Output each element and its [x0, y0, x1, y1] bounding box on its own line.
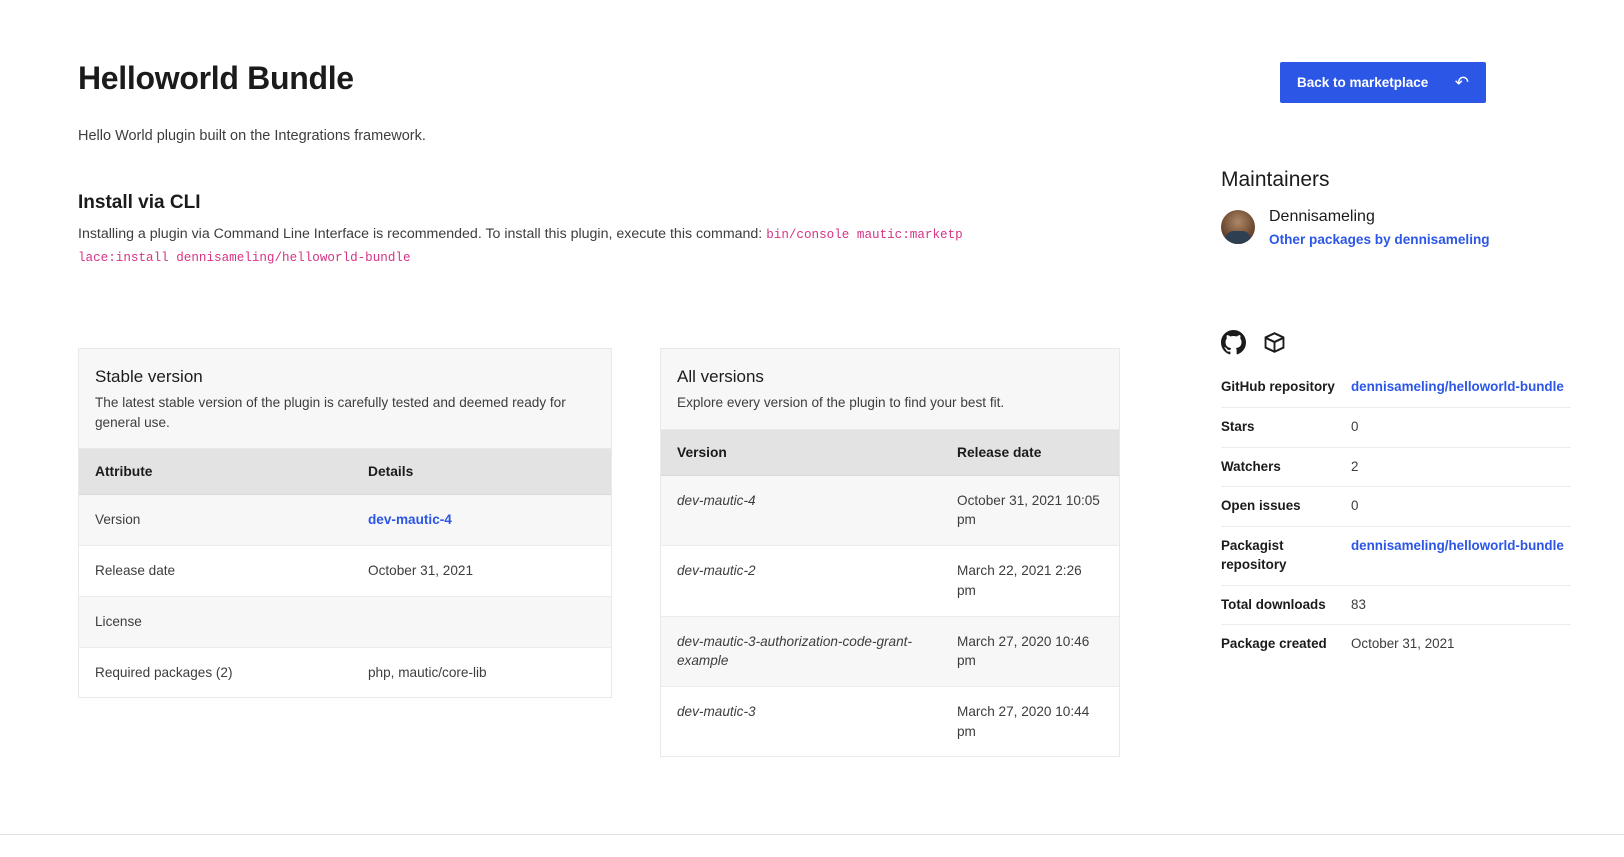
stable-version-card-header [79, 349, 611, 449]
packagist-repository-link[interactable]: dennisameling/helloworld-bundle [1351, 538, 1564, 554]
all-versions-description: Explore every version of the plugin to find your best fit. [677, 395, 1005, 410]
page-title: Helloworld Bundle [78, 60, 354, 96]
install-command: bin/console mautic:marketplace:install dennisameling/helloworld-bundle [78, 228, 963, 266]
table-row [661, 686, 1119, 756]
github-icon[interactable] [1221, 330, 1246, 360]
table-row [1221, 447, 1571, 487]
all-versions-table [661, 430, 1119, 757]
footer-divider [0, 834, 1624, 835]
maintainers-heading: Maintainers [1221, 168, 1330, 191]
info-value: 0 [1349, 487, 1571, 527]
table-row [79, 495, 611, 546]
column-header-version: Version [661, 430, 941, 476]
table-row [1221, 625, 1571, 664]
page-subtitle: Hello World plugin built on the Integrations framework. [78, 128, 426, 144]
version-cell: dev-mautic-3 [677, 703, 756, 719]
version-cell: dev-mautic-2 [661, 546, 941, 616]
info-label: Total downloads [1221, 585, 1349, 625]
back-to-marketplace-button[interactable] [1280, 62, 1486, 103]
maintainer-entry [1221, 208, 1571, 249]
info-label: GitHub repository [1221, 368, 1349, 407]
info-value: 83 [1349, 585, 1571, 625]
table-row [1221, 407, 1571, 447]
table-row [661, 475, 1119, 545]
release-date-cell: October 31, 2021 10:05 pm [941, 475, 1119, 545]
info-value: 0 [1349, 407, 1571, 447]
release-date-cell: March 22, 2021 2:26 pm [941, 546, 1119, 616]
table-row [79, 647, 611, 697]
github-repository-link[interactable]: dennisameling/helloworld-bundle [1351, 379, 1564, 394]
column-header-details: Details [352, 449, 611, 495]
info-value: 2 [1349, 447, 1571, 487]
attribute-cell: License [79, 596, 352, 647]
maintainer-details [1269, 208, 1490, 249]
version-cell: dev-mautic-4 [661, 475, 941, 545]
release-date-cell: March 27, 2020 10:46 pm [941, 616, 1119, 686]
all-versions-card [660, 348, 1120, 757]
all-versions-title: All versions [677, 367, 764, 386]
attribute-cell: Version [79, 495, 352, 546]
table-row [79, 546, 611, 597]
info-value [1349, 527, 1571, 586]
undo-arrow-icon: ↶ [1454, 73, 1469, 92]
table-row [661, 546, 1119, 616]
info-label: Watchers [1221, 447, 1349, 487]
table-row [661, 616, 1119, 686]
table-row [1221, 368, 1571, 407]
info-label: Open issues [1221, 487, 1349, 527]
all-versions-card-header [661, 349, 1119, 430]
avatar [1221, 210, 1255, 244]
table-row [1221, 585, 1571, 625]
table-row [1221, 527, 1571, 586]
release-date-cell: March 27, 2020 10:44 pm [957, 703, 1090, 739]
install-via-cli-heading: Install via CLI [78, 192, 201, 213]
details-cell [352, 596, 611, 647]
package-info-table [1221, 368, 1571, 664]
info-label: Stars [1221, 407, 1349, 447]
stable-version-description: The latest stable version of the plugin is carefully tested and deemed ready for general use. [95, 395, 566, 430]
column-header-release-date: Release date [941, 430, 1119, 476]
package-box-icon[interactable] [1262, 330, 1287, 360]
stable-version-card [78, 348, 612, 698]
install-instructions [78, 223, 968, 269]
details-cell [352, 495, 611, 546]
stable-version-title: Stable version [95, 367, 203, 386]
table-header-row [79, 449, 611, 495]
details-cell: October 31, 2021 [352, 546, 611, 597]
column-header-attribute: Attribute [79, 449, 352, 495]
stable-version-link[interactable]: dev-mautic-4 [368, 512, 452, 528]
table-row [1221, 487, 1571, 527]
package-source-icons [1221, 330, 1287, 360]
install-instructions-text: Installing a plugin via Command Line Interface is recommended. To install this plugin, execute this command: [78, 226, 767, 242]
stable-version-table [79, 449, 611, 697]
details-cell: php, mautic/core-lib [368, 664, 487, 680]
back-to-marketplace-label: Back to marketplace [1297, 75, 1429, 90]
other-packages-link[interactable]: Other packages by dennisameling [1269, 232, 1490, 247]
attribute-cell: Release date [79, 546, 352, 597]
attribute-cell: Required packages (2) [95, 664, 233, 680]
maintainer-name: Dennisameling [1269, 208, 1375, 225]
info-label: Package created [1221, 636, 1327, 652]
info-value [1349, 368, 1571, 407]
version-cell: dev-mautic-3-authorization-code-grant-example [661, 616, 941, 686]
info-value: October 31, 2021 [1351, 636, 1455, 652]
info-label: Packagist repository [1221, 527, 1349, 586]
table-row [79, 596, 611, 647]
table-header-row [661, 430, 1119, 476]
